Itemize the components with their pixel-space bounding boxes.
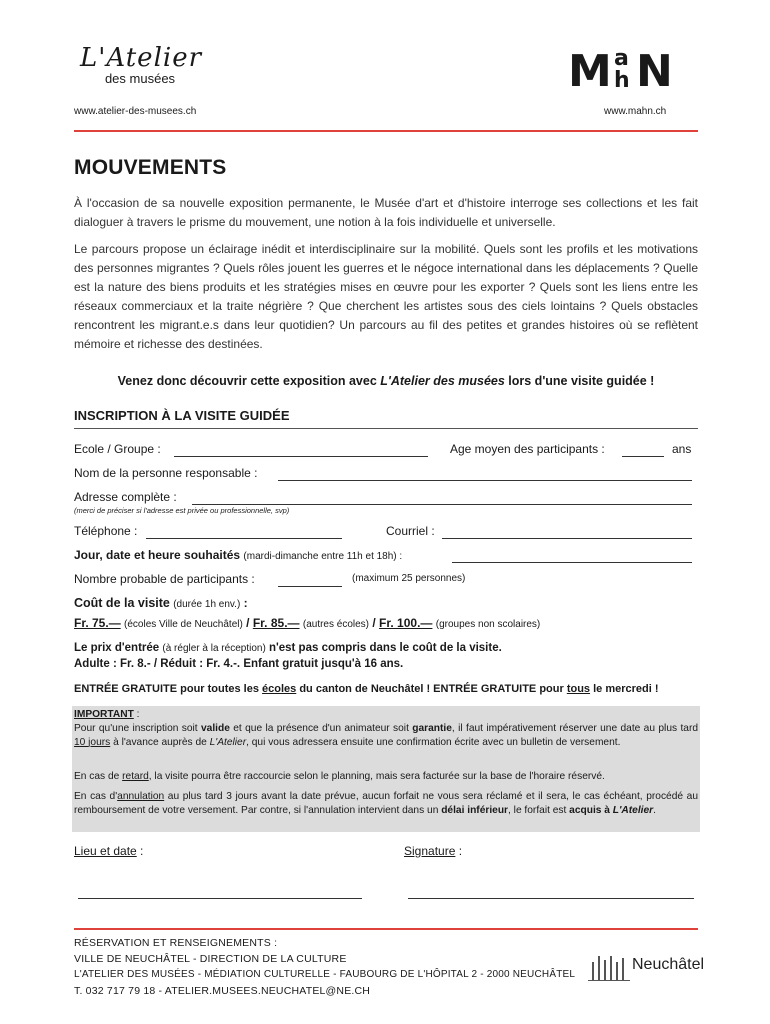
label-jour — [74, 548, 402, 562]
label-courriel: Courriel : — [386, 524, 435, 538]
imp-p3e: , le forfait est — [508, 804, 570, 816]
signature-text: Signature — [404, 844, 456, 858]
field-nombre[interactable] — [278, 574, 342, 587]
invitation-atelier: L'Atelier des musées — [380, 374, 505, 388]
signature-label — [404, 844, 462, 858]
field-courriel[interactable] — [442, 526, 692, 539]
mahn-letter-a: a — [614, 46, 629, 71]
footer-reservation: RÉSERVATION ET RENSEIGNEMENTS : — [74, 937, 278, 949]
prix-line — [74, 642, 502, 654]
atelier-logo-script: L'Atelier — [80, 43, 203, 73]
price-2-note: (autres écoles) — [302, 619, 370, 630]
important-label: IMPORTANT — [74, 709, 134, 720]
neuchatel-mark-icon — [586, 952, 636, 988]
label-nombre: Nombre probable de participants : — [74, 572, 255, 586]
mahn-letter-h: h — [614, 68, 630, 93]
prix-bold-2: n'est pas compris dans le coût de la visite. — [268, 642, 502, 654]
lieu-text: Lieu et date — [74, 844, 137, 858]
neuchatel-logo-text: Neuchâtel — [632, 956, 705, 973]
field-telephone[interactable] — [146, 526, 342, 539]
field-lieu-date[interactable] — [78, 886, 362, 899]
field-jour[interactable] — [452, 550, 692, 563]
lieu-colon: : — [136, 844, 144, 858]
label-adresse: Adresse complète : — [74, 490, 177, 504]
cout-title: Coût de la visite — [74, 596, 170, 610]
important-colon: : — [133, 709, 140, 720]
gratuit-e: le mercredi ! — [590, 683, 659, 695]
imp-p1b: valide — [201, 723, 230, 734]
nombre-note: (maximum 25 personnes) — [352, 573, 466, 584]
price-1: Fr. 75.— — [74, 616, 121, 630]
imp-p1c: et que la présence d'un animateur soit — [229, 723, 413, 734]
footer-divider — [74, 928, 698, 930]
important-label-line — [74, 708, 698, 722]
cout-colon: : — [243, 596, 248, 610]
imp-p1f: 10 jours — [74, 736, 111, 748]
atelier-url: www.atelier-des-musees.ch — [74, 106, 197, 117]
section-title: INSCRIPTION À LA VISITE GUIDÉE — [74, 408, 290, 423]
imp-p1a: Pour qu'une inscription soit — [74, 723, 201, 734]
imp-p2c: , la visite pourra être raccourcie selon le planning, mais sera facturée sur la base de l'horaire réservé. — [148, 771, 605, 782]
price-3-note: (groupes non scolaires) — [435, 619, 541, 630]
page-title: MOUVEMENTS — [74, 156, 227, 179]
gratuit-tous: tous — [566, 683, 591, 695]
lieu-date-label — [74, 844, 143, 858]
invitation-after: lors d'une visite guidée ! — [504, 374, 655, 388]
field-responsable[interactable] — [278, 468, 692, 481]
imp-p3c: au plus tard 3 jours avant la date prévue, aucun forfait ne vous sera réclamé et il sera, le cas échéant, procédé au remboursement de votre versement. Par contre, si l'annulation intervient dans un — [74, 791, 699, 816]
section-divider — [74, 428, 698, 429]
mahn-logo — [568, 44, 688, 100]
neuchatel-logo — [586, 952, 726, 988]
price-3: Fr. 100.— — [379, 616, 433, 630]
prix-bold-1: Le prix d'entrée — [74, 642, 160, 654]
cout-title-line — [74, 596, 248, 610]
imp-p3a: En cas d' — [74, 791, 118, 802]
gratuit-c: du canton de Neuchâtel ! ENTRÉE GRATUITE pour — [296, 683, 567, 695]
price-2: Fr. 85.— — [252, 616, 300, 630]
gratuit-ecoles: écoles — [262, 683, 297, 695]
footer-adresse: L'ATELIER DES MUSÉES - MÉDIATION CULTURELLE - FAUBOURG DE L'HÔPITAL 2 - 2000 NEUCHÂTEL — [74, 969, 576, 980]
mahn-letter-m: M — [568, 46, 612, 97]
imp-p2a: En cas de — [74, 771, 123, 782]
invitation-before: Venez donc découvrir cette exposition avec — [117, 374, 381, 388]
atelier-logo-subtitle: des musées — [104, 71, 176, 86]
prix-tarifs: Adulte : Fr. 8.- / Réduit : Fr. 4.-. Enfant gratuit jusqu'à 16 ans. — [74, 658, 404, 670]
field-ecole[interactable] — [174, 444, 428, 457]
label-jour-bold: Jour, date et heure souhaités — [74, 548, 241, 562]
footer-contact: T. 032 717 79 18 - ATELIER.MUSEES.NEUCHATEL@NE.CH — [74, 985, 371, 997]
label-age: Age moyen des participants : — [450, 442, 605, 456]
price-slash-1: / — [246, 616, 250, 630]
field-adresse[interactable] — [192, 492, 692, 505]
prix-note: (à régler à la réception) — [162, 643, 266, 654]
imp-p1g: à l'avance auprès de — [110, 736, 210, 748]
footer-ville: VILLE DE NEUCHÂTEL - DIRECTION DE LA CULTURE — [74, 953, 347, 965]
mahn-url: www.mahn.ch — [604, 106, 667, 117]
adresse-note: (merci de préciser si l'adresse est privée ou professionnelle, svp) — [74, 506, 290, 515]
gratuit-line — [74, 683, 659, 695]
imp-p2b: retard — [122, 771, 149, 782]
cout-prices — [74, 616, 540, 630]
imp-p1d: garantie — [412, 723, 452, 734]
header-divider — [74, 130, 698, 132]
cout-duration: (durée 1h env.) — [173, 599, 241, 610]
field-age[interactable] — [622, 444, 664, 457]
label-jour-note: (mardi-dimanche entre 11h et 18h) : — [243, 551, 403, 562]
imp-p3h: . — [653, 804, 656, 816]
label-ecole: Ecole / Groupe : — [74, 442, 161, 456]
imp-p1e: , il faut impérativement réserver une date au plus tard — [451, 723, 698, 734]
atelier-logo — [80, 43, 203, 86]
label-age-unit: ans — [672, 442, 692, 456]
imp-p3g: L'Atelier — [612, 804, 654, 816]
important-p2 — [74, 770, 698, 784]
price-1-note: (écoles Ville de Neuchâtel) — [124, 619, 243, 630]
imp-p1h: L'Atelier — [209, 736, 247, 748]
signature-colon: : — [455, 844, 463, 858]
field-signature[interactable] — [408, 886, 694, 899]
price-slash-2: / — [372, 616, 376, 630]
imp-p3d: délai inférieur — [441, 804, 509, 816]
imp-p1i: , qui vous adressera ensuite une confirmation écrite avec un bulletin de versement. — [246, 736, 621, 748]
invitation-line — [74, 374, 698, 388]
imp-p3b: annulation — [117, 791, 165, 802]
label-responsable: Nom de la personne responsable : — [74, 466, 258, 480]
important-p3 — [74, 790, 698, 817]
description-paragraph: Le parcours propose un éclairage inédit et interdisciplinaire sur la mobilité. Quels sont les profils et les motivations des personnes migrantes ? Quels rôles jouent les guerres et le négoce international dans les déplacements ? Quelle est la nature des biens produits et les stratégies mises en œuvre pour les exporter ? Quels sont les liens entre les réseaux commerciaux et la traite négrière ? Que cherchent les artistes sous des ciels lointains ? Quels obstacles rencontrent les migrant.e.s dans leur quotidien? Un parcours au fil des petites et grandes histoires où se reflètent mémoire et richesse des destinées. — [74, 242, 698, 351]
label-telephone: Téléphone : — [74, 524, 138, 538]
gratuit-a: ENTRÉE GRATUITE pour toutes les — [74, 683, 263, 695]
imp-p3f: acquis à — [569, 804, 613, 816]
important-p1 — [74, 722, 698, 749]
mahn-letter-n: N — [636, 46, 673, 97]
intro-paragraph: À l'occasion de sa nouvelle exposition permanente, le Musée d'art et d'histoire interroge ses collections et les fait dialoguer à travers le prisme du mouvement, une notion à la fois individuelle et universelle. — [74, 196, 698, 229]
